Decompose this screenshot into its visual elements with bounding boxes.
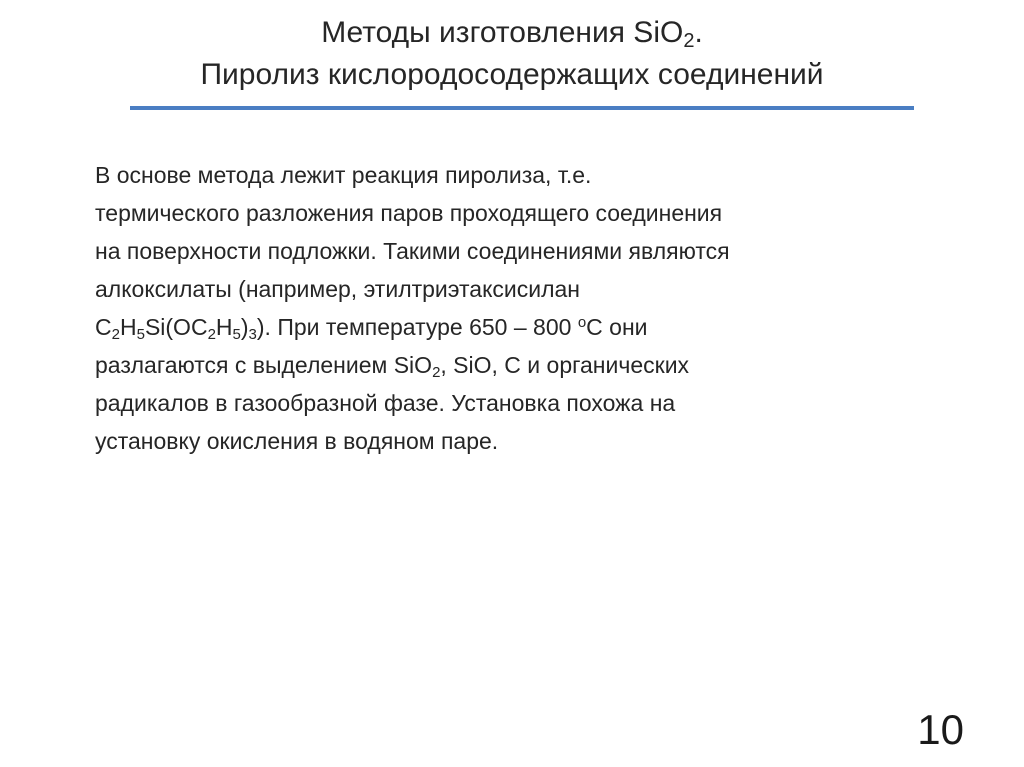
formula-part: C (95, 314, 112, 340)
body-text-part: , SiO, C и органических (440, 352, 690, 378)
slide-title (100, 12, 924, 96)
formula-subscript: 5 (232, 326, 241, 343)
body-text-part: разлагаются с выделением SiO (95, 352, 433, 378)
formula-subscript: 2 (111, 326, 120, 343)
title-text: Методы изготовления SiO (321, 16, 684, 49)
formula-subscript: 5 (136, 326, 145, 343)
formula-subscript: 2 (207, 326, 216, 343)
body-line: на поверхности подложки. Такими соединениями являются (95, 238, 730, 264)
title-period: . (694, 16, 703, 49)
title-subscript: 2 (683, 30, 695, 52)
formula-text: ). При температуре 650 – 800 (256, 314, 578, 340)
formula-part: H (215, 314, 233, 340)
body-line: алкоксилаты (например, этилтриэтаксисилан (95, 276, 581, 302)
formula-text: С они (586, 314, 648, 340)
formula-part: H (119, 314, 137, 340)
body-line: радикалов в газообразной фазе. Установка похожа на (95, 390, 676, 416)
formula-subscript: 3 (248, 326, 257, 343)
page-number: 10 (917, 706, 964, 753)
body-line: установку окисления в водяном паре. (95, 428, 499, 454)
body-line (95, 346, 915, 384)
body-text (95, 156, 915, 460)
body-line: термического разложения паров проходящего соединения (95, 200, 723, 226)
title-underline (130, 106, 914, 110)
degree-superscript: o (577, 314, 587, 331)
title-line-2: Пиролиз кислородосодержащих соединений (200, 58, 824, 91)
body-line-formula (95, 308, 915, 346)
formula-part: ) (240, 314, 249, 340)
body-line: В основе метода лежит реакция пиролиза, т.е. (95, 162, 592, 188)
title-line-1 (100, 12, 924, 54)
body-subscript: 2 (432, 364, 441, 381)
formula-part: Si(OC (144, 314, 208, 340)
